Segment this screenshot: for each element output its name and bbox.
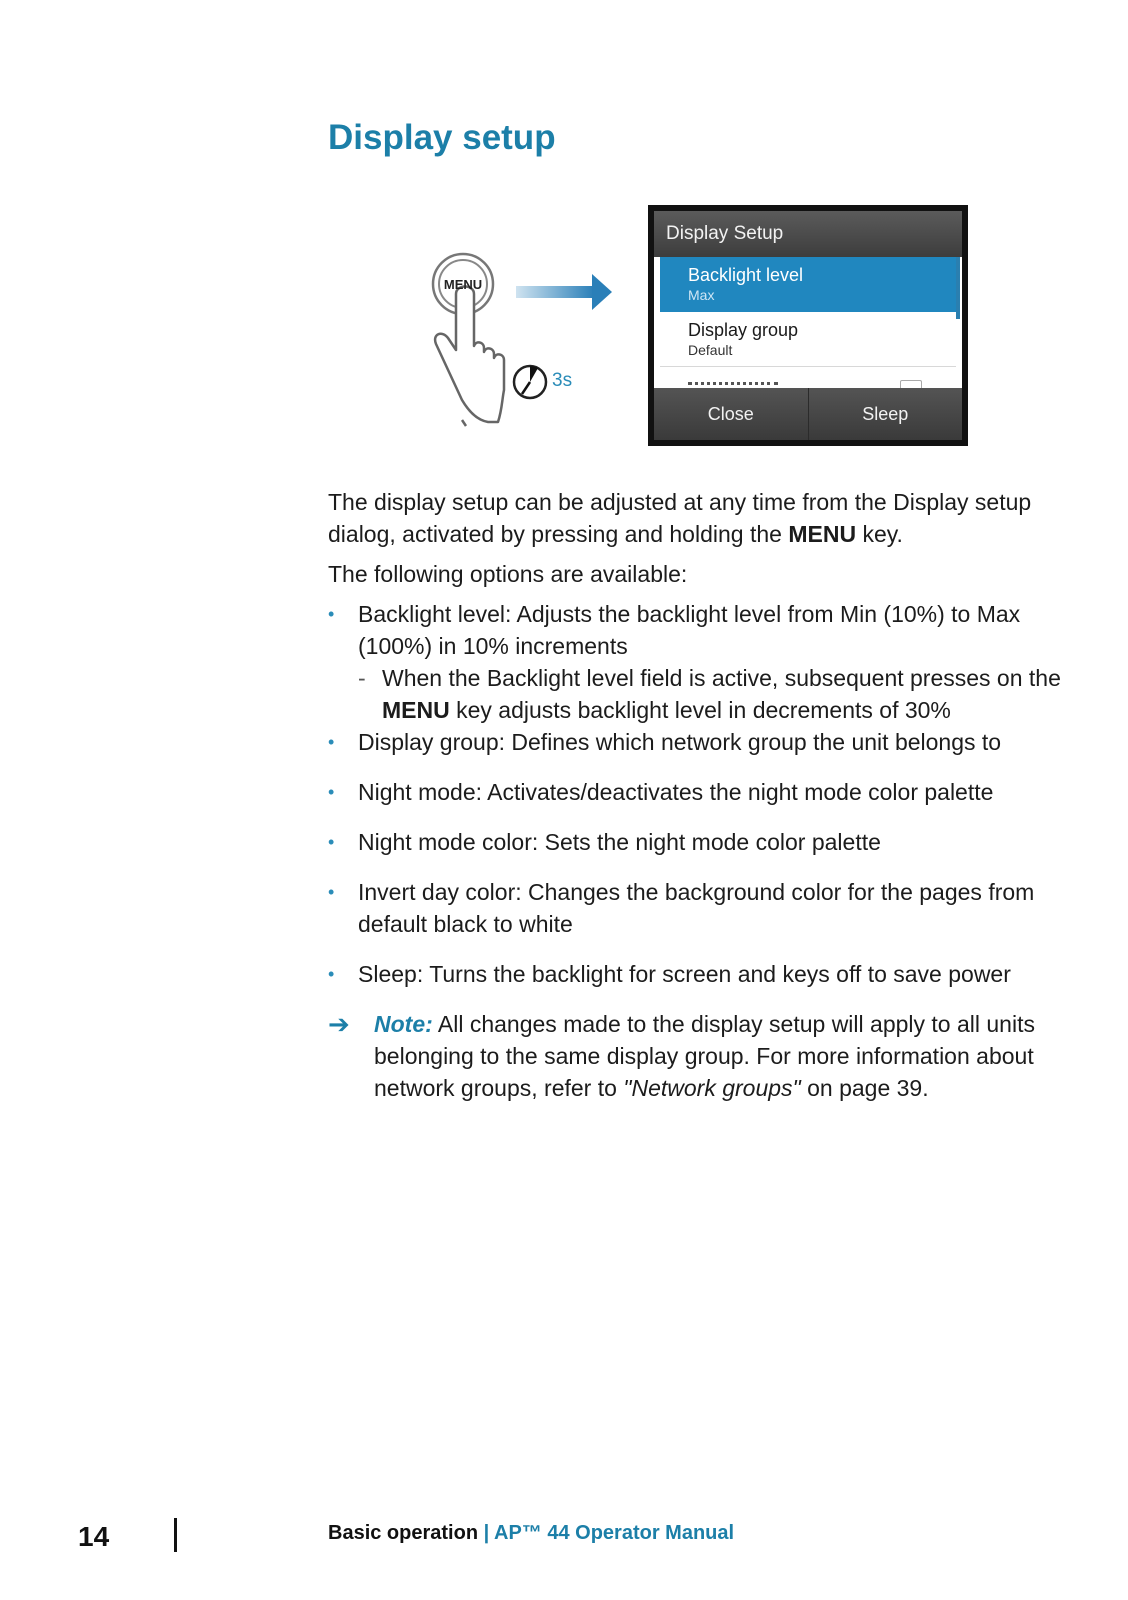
footer-manual-title: AP™ 44 Operator Manual [494,1522,735,1544]
footer-separator: | [478,1522,495,1544]
page-number: 14 [78,1521,110,1552]
dialog-header: Display Setup [654,211,962,257]
menu-key-label: MENU [443,277,483,292]
sub-list-item [358,662,1068,726]
options-list [328,598,1068,990]
footer-divider [174,1518,177,1552]
list-item: • Invert day color: Changes the background color for the pages from default black to white [328,876,1068,940]
menu-item-display-group[interactable] [660,312,956,367]
menu-item-label: Backlight level [688,265,804,285]
menu-item-backlight-level[interactable] [660,257,956,312]
sub-item-text-end: key adjusts backlight level in decrements of 30% [449,697,951,723]
note-text-end: on page 39. [800,1075,929,1101]
timer-icon [510,362,550,402]
list-item: • Night mode color: Sets the night mode color palette [328,826,1068,858]
list-item: • Display group: Defines which network group the unit belongs to [328,726,1068,758]
page-title: Display setup [328,118,556,157]
sub-list [358,662,1068,726]
menu-item-value: Default [688,342,733,358]
intro-paragraph [328,486,1068,550]
dialog-scrollbar[interactable] [956,257,960,319]
note [328,1008,1068,1104]
note-text: All changes made to the display setup will apply to all units belonging to the same display group. For more information about network groups, refer to [374,1011,1035,1101]
network-groups-link[interactable]: "Network groups" [623,1075,801,1101]
note-label: Note: [374,1011,433,1037]
arrow-right-icon [516,272,614,312]
footer-section: Basic operation [328,1522,479,1544]
body-text [328,486,1068,1104]
intro-text-end: key. [856,521,903,547]
menu-item-value: Max [688,287,715,303]
running-footer [328,1522,734,1545]
menu-key-term: MENU [788,521,857,547]
list-item [328,598,1068,726]
list-item-text: Backlight level: Adjusts the backlight level from Min (10%) to Max (100%) in 10% increments [358,601,1021,659]
close-button[interactable]: Close [707,404,754,424]
menu-key-term: MENU [382,697,450,723]
menu-item-label: Display group [688,320,799,340]
dialog-footer [654,388,962,440]
hold-time-label: 3s [552,370,573,391]
sleep-button[interactable]: Sleep [808,388,963,440]
display-setup-dialog [648,205,968,446]
sub-item-text: When the Backlight level field is active, subsequent presses on the [382,665,1061,691]
menu-press-illustration [418,250,618,440]
list-item: • Night mode: Activates/deactivates the night mode color palette [328,776,1068,808]
options-intro: The following options are available: [328,561,688,587]
arrow-right-icon: ➔ [328,1009,350,1039]
list-item: • Sleep: Turns the backlight for screen and keys off to save power [328,958,1068,990]
intro-text: The display setup can be adjusted at any time from the Display setup dialog, activated by pressing and holding the [328,489,1032,547]
